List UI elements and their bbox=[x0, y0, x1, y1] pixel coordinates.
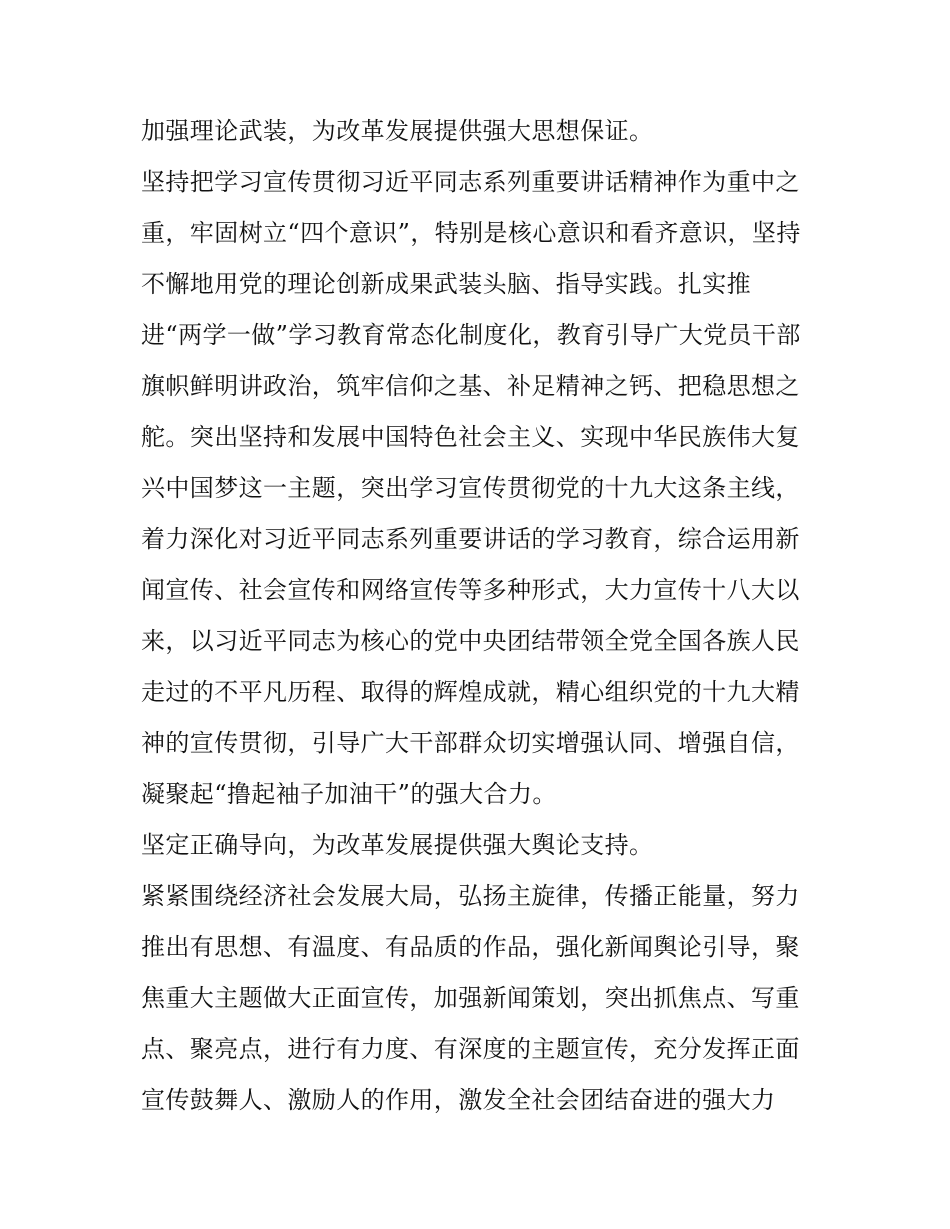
text-line: 神的宣传贯彻，引导广大干部群众切实增强认同、增强自信， bbox=[141, 729, 800, 757]
text-line: 进“两学一做”学习教育常态化制度化，教育引导广大党员干部 bbox=[141, 321, 801, 349]
text-line: 重，牢固树立“四个意识”，特别是核心意识和看齐意识，坚持 bbox=[141, 219, 801, 247]
text-line: 宣传鼓舞人、激励人的作用，激发全社会团结奋进的强大力 bbox=[141, 1086, 776, 1114]
text-line: 推出有思想、有温度、有品质的作品，强化新闻舆论引导，聚 bbox=[141, 933, 800, 961]
text-line: 闻宣传、社会宣传和网络宣传等多种形式，大力宣传十八大以 bbox=[141, 576, 800, 604]
text-line: 焦重大主题做大正面宣传，加强新闻策划，突出抓焦点、写重 bbox=[141, 984, 800, 1012]
text-line: 不懈地用党的理论创新成果武装头脑、指导实践。扎实推 bbox=[141, 270, 751, 298]
text-line: 加强理论武装，为改革发展提供强大思想保证。 bbox=[141, 117, 654, 145]
text-line: 兴中国梦这一主题，突出学习宣传贯彻党的十九大这条主线， bbox=[141, 474, 800, 502]
text-line: 舵。突出坚持和发展中国特色社会主义、实现中华民族伟大复 bbox=[141, 423, 800, 451]
text-line: 凝聚起“撸起袖子加油干”的强大合力。 bbox=[141, 780, 557, 808]
text-line: 着力深化对习近平同志系列重要讲话的学习教育，综合运用新 bbox=[141, 525, 800, 553]
text-line: 点、聚亮点，进行有力度、有深度的主题宣传，充分发挥正面 bbox=[141, 1035, 800, 1063]
text-line: 走过的不平凡历程、取得的辉煌成就，精心组织党的十九大精 bbox=[141, 678, 800, 706]
text-line: 紧紧围绕经济社会发展大局，弘扬主旋律，传播正能量，努力 bbox=[141, 882, 800, 910]
text-line: 来，以习近平同志为核心的党中央团结带领全党全国各族人民 bbox=[141, 627, 800, 655]
text-line: 坚定正确导向，为改革发展提供强大舆论支持。 bbox=[141, 831, 654, 859]
text-line: 坚持把学习宣传贯彻习近平同志系列重要讲话精神作为重中之 bbox=[141, 168, 800, 196]
text-line: 旗帜鲜明讲政治，筑牢信仰之基、补足精神之钙、把稳思想之 bbox=[141, 372, 800, 400]
document-body bbox=[141, 106, 831, 1126]
